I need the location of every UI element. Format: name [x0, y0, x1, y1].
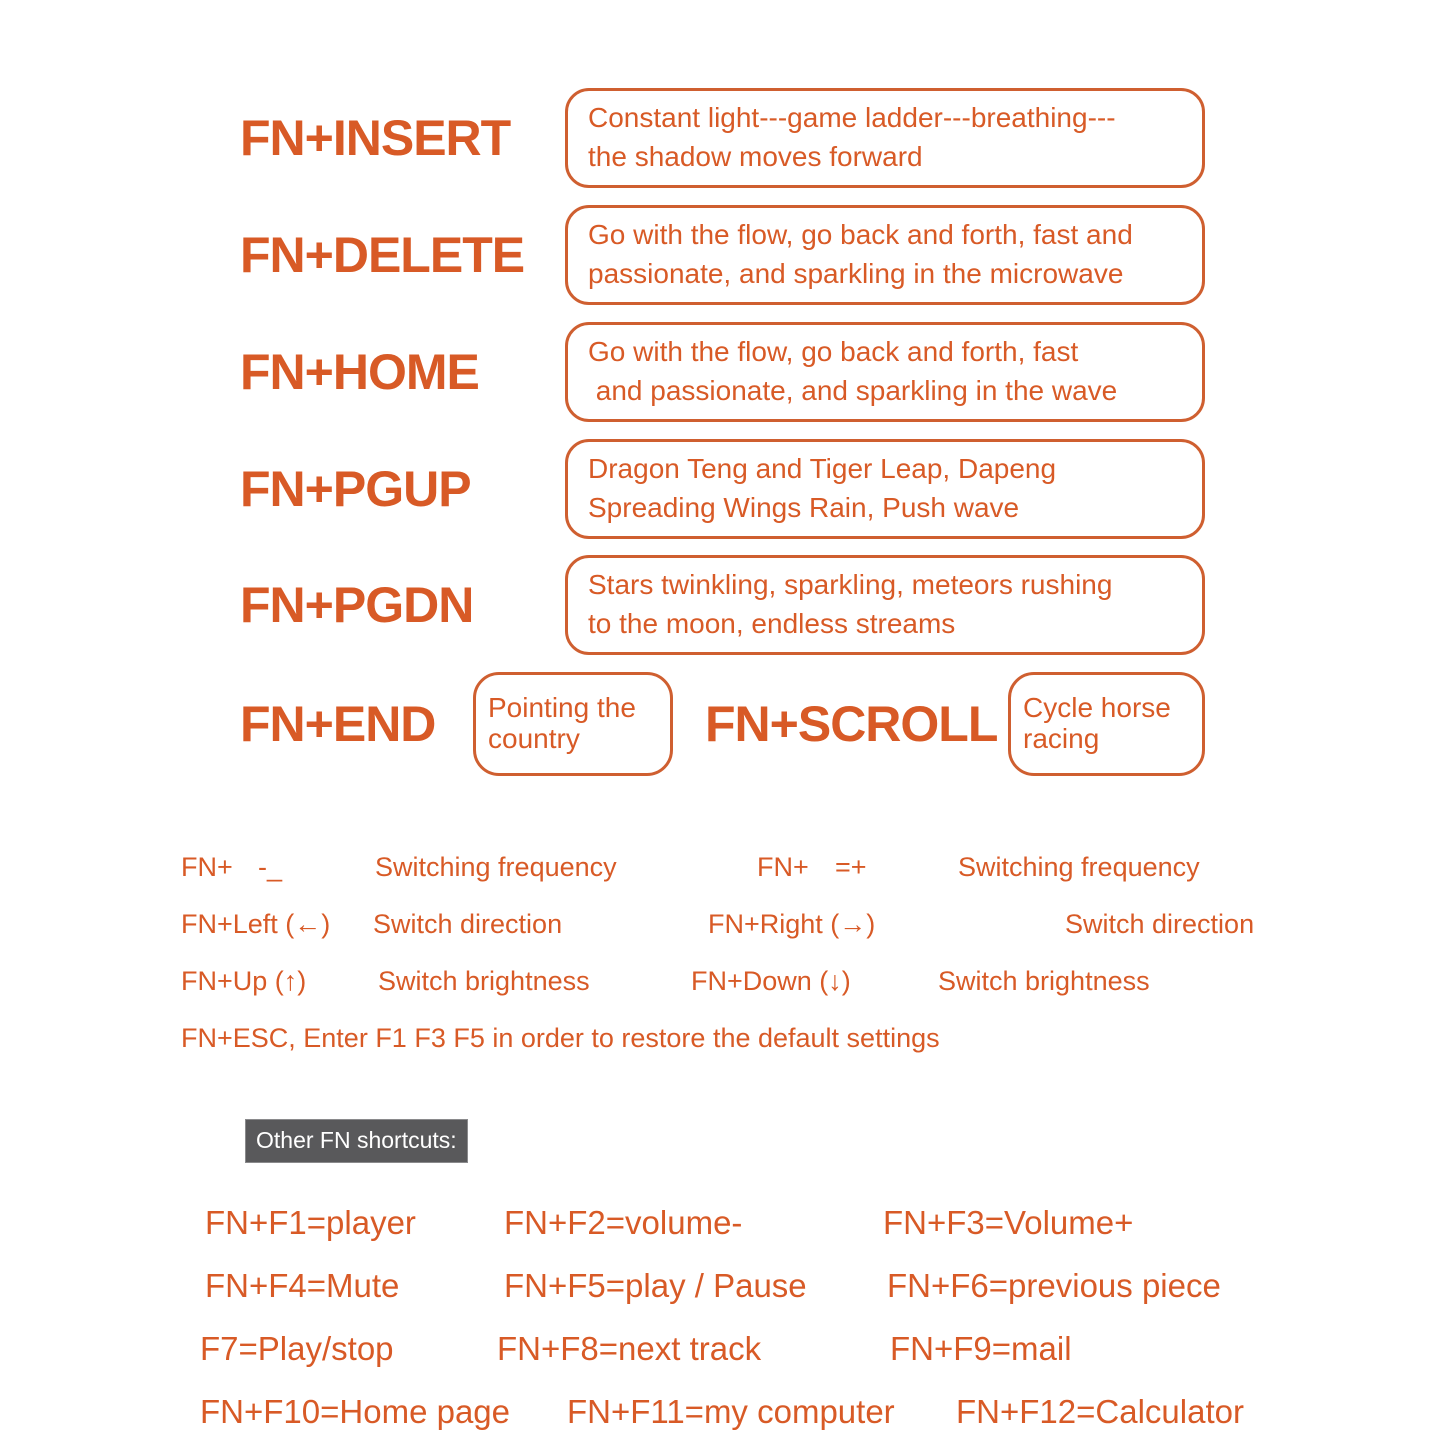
fn-home-key-label: FN+HOME	[240, 344, 479, 400]
fn-end-description-box	[473, 672, 673, 776]
fn-scroll-description-box	[1008, 672, 1205, 776]
fn-delete-description-box	[565, 205, 1205, 305]
description-line: to the moon, endless streams	[588, 608, 956, 640]
fn-f1-shortcut: FN+F1=player	[205, 1204, 416, 1241]
fn-pgdn-description-box	[565, 555, 1205, 655]
description-line: Go with the flow, go back and forth, fast	[588, 336, 1079, 368]
fn-home-description-box	[565, 322, 1205, 422]
fn-pgup-description-box	[565, 439, 1205, 539]
description-line: Spreading Wings Rain, Push wave	[588, 492, 1020, 524]
description-line: Pointing the	[488, 692, 636, 724]
description-line: Cycle horse	[1023, 692, 1171, 724]
description-line: Constant light---game ladder---breathing---	[588, 102, 1116, 134]
description-line: passionate, and sparkling in the microwave	[588, 258, 1124, 290]
fn-f8-shortcut: FN+F8=next track	[497, 1330, 762, 1367]
fn-scroll-key-label: FN+SCROLL	[705, 696, 998, 752]
other-fn-shortcuts-heading: Other FN shortcuts:	[245, 1119, 468, 1163]
description-line: Dragon Teng and Tiger Leap, Dapeng	[588, 453, 1057, 485]
fn-right-description: Switch direction	[1065, 909, 1255, 939]
fn-insert-description-box	[565, 88, 1205, 188]
description-line: racing	[1023, 723, 1100, 754]
fn-f11-shortcut: FN+F11=my computer	[567, 1393, 895, 1430]
description-line: the shadow moves forward	[588, 141, 923, 173]
fn-down-description: Switch brightness	[938, 966, 1150, 996]
f7-shortcut: F7=Play/stop	[200, 1330, 394, 1367]
fn-pgup-key-label: FN+PGUP	[240, 461, 471, 517]
fn-plus-symbol: =+	[835, 852, 867, 882]
fn-right-key: FN+Right (→)	[708, 909, 876, 939]
fn-f4-shortcut: FN+F4=Mute	[205, 1267, 400, 1304]
fn-down-key: FN+Down (↓)	[691, 966, 851, 996]
description-line: Go with the flow, go back and forth, fast and	[588, 219, 1133, 251]
fn-f10-shortcut: FN+F10=Home page	[200, 1393, 511, 1430]
fn-minus-key: FN+	[181, 852, 233, 882]
description-line: and passionate, and sparkling in the wave	[588, 375, 1118, 407]
fn-minus-symbol: -_	[258, 852, 283, 882]
fn-f6-shortcut: FN+F6=previous piece	[887, 1267, 1221, 1304]
description-line: Stars twinkling, sparkling, meteors rushing	[588, 569, 1113, 601]
fn-insert-key-label: FN+INSERT	[240, 110, 511, 166]
fn-minus-description: Switching frequency	[375, 852, 617, 882]
fn-left-description: Switch direction	[373, 909, 563, 939]
fn-pgdn-key-label: FN+PGDN	[240, 577, 474, 633]
fn-f9-shortcut: FN+F9=mail	[890, 1330, 1072, 1367]
fn-plus-key: FN+	[757, 852, 809, 882]
fn-plus-description: Switching frequency	[958, 852, 1200, 882]
fn-left-key: FN+Left (←)	[181, 909, 331, 939]
fn-esc-reset-note: FN+ESC, Enter F1 F3 F5 in order to restore the default settings	[181, 1023, 940, 1053]
fn-delete-key-label: FN+DELETE	[240, 227, 525, 283]
fn-f12-shortcut: FN+F12=Calculator	[956, 1393, 1244, 1430]
fn-up-key: FN+Up (↑)	[181, 966, 307, 996]
fn-f3-shortcut: FN+F3=Volume+	[883, 1204, 1134, 1241]
fn-end-key-label: FN+END	[240, 696, 436, 752]
fn-f5-shortcut: FN+F5=play / Pause	[504, 1267, 807, 1304]
fn-up-description: Switch brightness	[378, 966, 590, 996]
fn-f2-shortcut: FN+F2=volume-	[504, 1204, 743, 1241]
description-line: country	[488, 723, 580, 754]
